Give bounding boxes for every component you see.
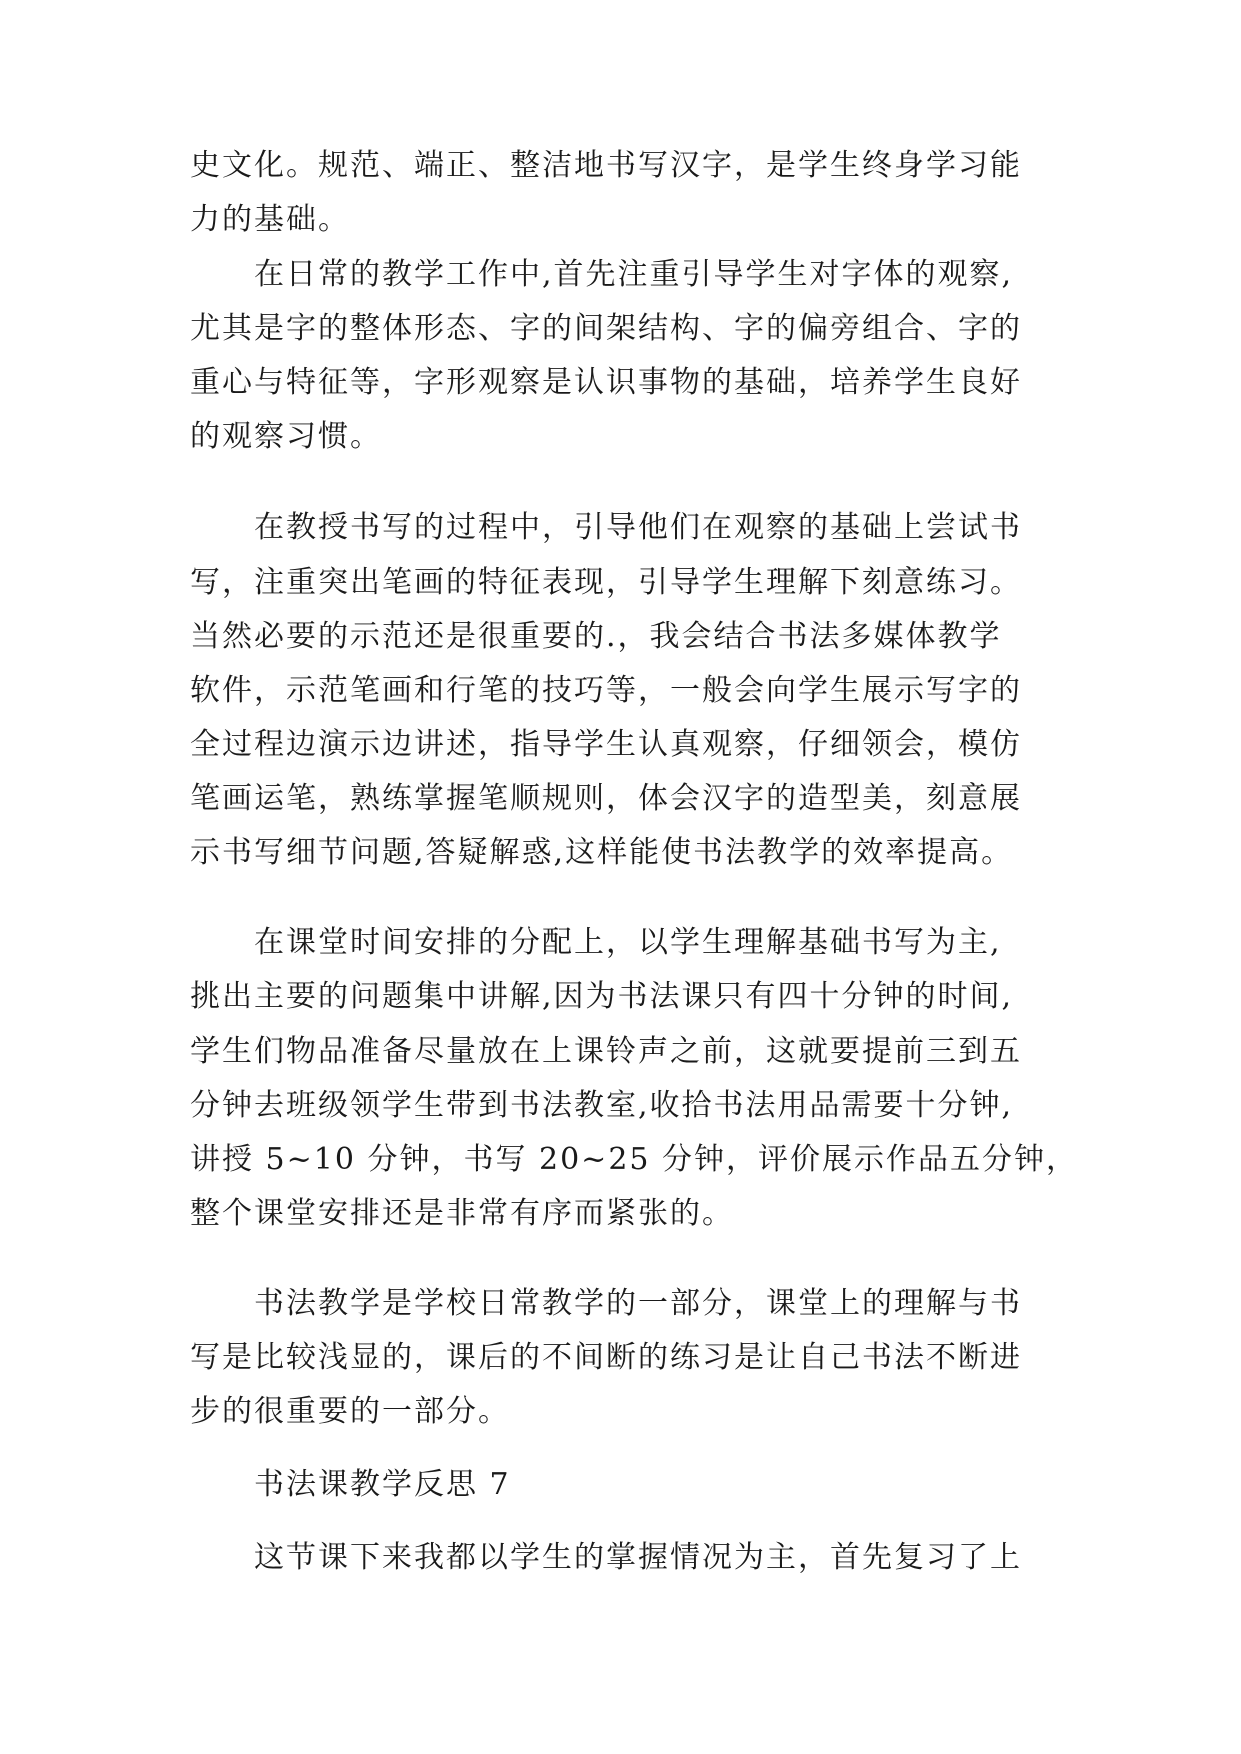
paragraph-first-line: 在教授书写的过程中，引导他们在观察的基础上尝试书 <box>254 510 1022 545</box>
paragraph-first-line: 在日常的教学工作中,首先注重引导学生对字体的观察, <box>254 257 1014 292</box>
text-line: 写，注重突出笔画的特征表现，引导学生理解下刻意练习。 <box>190 565 1022 600</box>
text-line: 挑出主要的问题集中讲解,因为书法课只有四十分钟的时间, <box>190 979 1014 1014</box>
text-line: 当然必要的示范还是很重要的.，我会结合书法多媒体教学 <box>190 619 1002 654</box>
text-line: 力的基础。 <box>190 202 350 237</box>
text-line: 讲授 5~10 分钟，书写 20~25 分钟，评价展示作品五分钟， <box>190 1142 1079 1177</box>
text-line: 尤其是字的整体形态、字的间架结构、字的偏旁组合、字的 <box>190 311 1022 346</box>
text-line: 笔画运笔，熟练掌握笔顺规则，体会汉字的造型美，刻意展 <box>190 781 1022 816</box>
text-line: 学生们物品准备尽量放在上课铃声之前，这就要提前三到五 <box>190 1034 1022 1069</box>
text-line: 写是比较浅显的，课后的不间断的练习是让自己书法不断进 <box>190 1340 1022 1375</box>
text-line: 的观察习惯。 <box>190 419 382 454</box>
text-line: 重心与特征等，字形观察是认识事物的基础，培养学生良好 <box>190 365 1022 400</box>
text-line: 步的很重要的一部分。 <box>190 1394 510 1429</box>
text-line: 史文化。规范、端正、整洁地书写汉字，是学生终身学习能 <box>190 148 1022 183</box>
paragraph-first-line: 在课堂时间安排的分配上，以学生理解基础书写为主, <box>254 925 1002 960</box>
text-line: 软件，示范笔画和行笔的技巧等，一般会向学生展示写字的 <box>190 673 1022 708</box>
paragraph-first-line: 书法教学是学校日常教学的一部分，课堂上的理解与书 <box>254 1286 1022 1321</box>
section-heading: 书法课教学反思 7 <box>254 1467 511 1502</box>
text-line: 整个课堂安排还是非常有序而紧张的。 <box>190 1196 734 1231</box>
text-line: 全过程边演示边讲述，指导学生认真观察，仔细领会，模仿 <box>190 727 1022 762</box>
text-line: 分钟去班级领学生带到书法教室,收拾书法用品需要十分钟, <box>190 1088 1014 1123</box>
paragraph-first-line: 这节课下来我都以学生的掌握情况为主，首先复习了上 <box>254 1540 1022 1575</box>
text-line: 示书写细节问题,答疑解惑,这样能使书法教学的效率提高。 <box>190 835 1014 870</box>
